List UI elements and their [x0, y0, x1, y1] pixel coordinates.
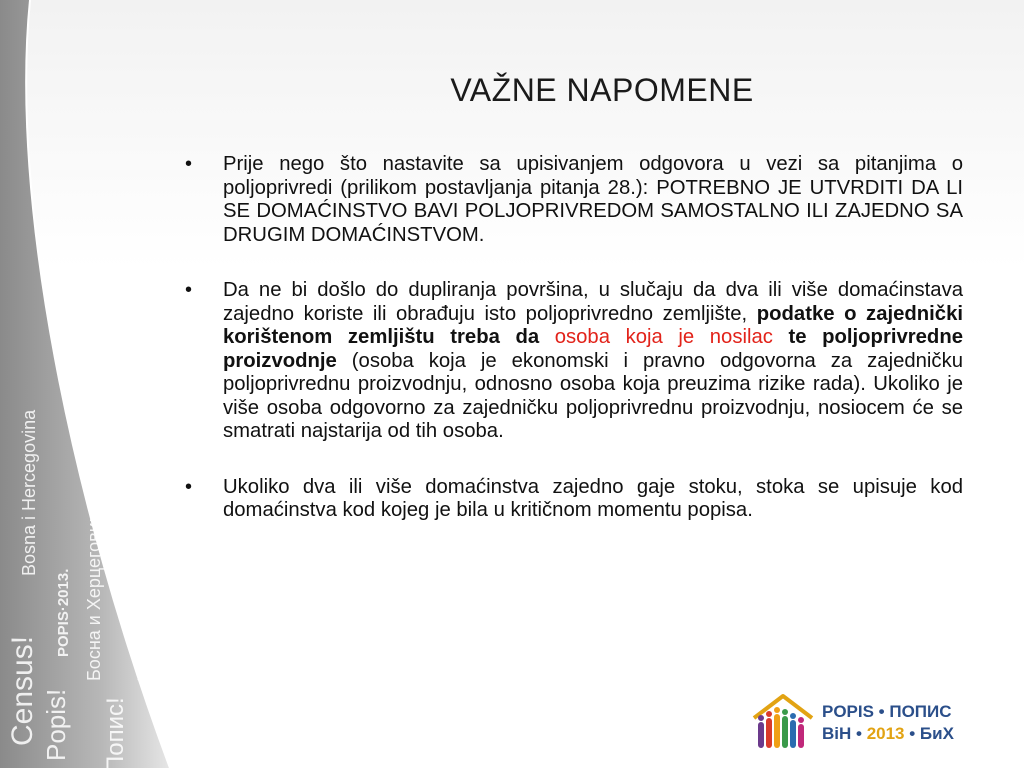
logo-line2	[822, 724, 954, 744]
band-census: Census!	[6, 635, 39, 746]
logo-year: 2013	[866, 724, 905, 743]
bullet-text-2d: te poljoprivredne proizvodnje	[223, 326, 963, 372]
bullet-text-1: Prije nego što nastavite sa upisivanjem odgovora u vezi sa pitanjima o poljoprivredi (prilikom postavljanja pitanja 28.): POTREBNO JE UTVRDITI DA LI SE DOMAĆINSTVO BAVI POLJOPRIVREDOM SAMOSTALNO ILI ZAJEDNO SA DRUGIM DOMAĆINSTVOM.	[223, 153, 963, 246]
popis-logo	[750, 692, 990, 754]
logo-line1: POPIS • ПОПИС	[822, 702, 952, 721]
house-people-icon	[750, 692, 816, 754]
bullet-item-3	[185, 476, 963, 523]
bullet-text-2b: podatke o zajednički korištenom zemljištu treba da	[223, 302, 963, 348]
bullet-item-1	[185, 153, 963, 247]
bullet-dot: •	[185, 279, 193, 301]
band-popis-year: POPIS·2013.	[55, 568, 72, 657]
bullet-text-3: Ukoliko dva ili više domaćinstva zajedno gaje stoku, stoka se upisuje kod domaćinstva kod kojeg je bila u kritičnom momentu popisa.	[223, 475, 963, 521]
band-bih-cyr: Босна и Херцеговина	[84, 502, 104, 681]
bullet-text-2a: Da ne bi došlo do dupliranja površina, u slučaju da dva ili više domaćinstava zajedno koriste ili obrađuju isto poljoprivredno zemljište,	[223, 279, 963, 325]
bullet-text-2c: osoba koja je nosilac	[554, 326, 773, 348]
bullet-list	[185, 153, 963, 523]
band-bih: Bosna i Hercegovina	[19, 409, 39, 576]
logo-bih: BiH •	[822, 724, 862, 743]
bullet-dot: •	[185, 475, 193, 498]
band-popis: Popis!	[41, 688, 71, 761]
bullet-text-2e: (osoba koja je ekonomski i pravno odgovorna za zajedničku poljoprivrednu proizvodnju, odnosno osoba koja preuzima rizike rada). Ukoliko je više osoba odgovorno za zajedničku poljoprivrednu proizvodnju, nosiocem će se smatrati najstarija od tih osoba.	[223, 349, 963, 442]
slide-title: VAŽNE NAPOMENE	[450, 72, 754, 108]
slide-content	[185, 153, 963, 555]
band-popis-cyr: Попис!	[102, 697, 129, 773]
bullet-dot: •	[185, 153, 193, 175]
bullet-item-2	[185, 279, 963, 444]
logo-bih-cyr: • БиХ	[909, 724, 954, 743]
band-popis-cyr-year: ПОПИС·2013.	[134, 590, 150, 681]
